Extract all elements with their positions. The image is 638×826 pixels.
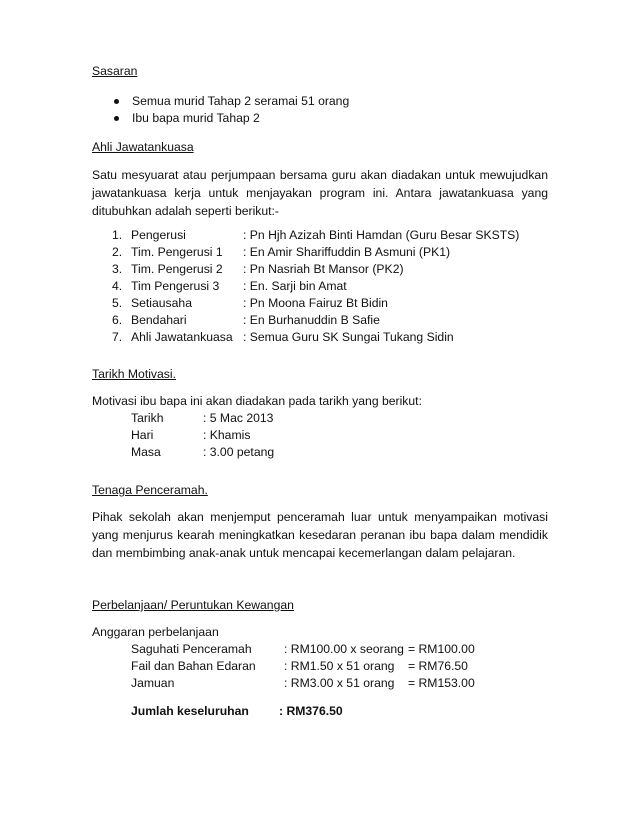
budget-item: Saguhati Penceramah — [131, 642, 252, 656]
committee-name: : Pn Moona Fairuz Bt Bidin — [243, 296, 388, 310]
masa-label: Masa — [131, 445, 161, 459]
hari-value: : Khamis — [203, 428, 251, 442]
committee-role: Tim. Pengerusi 1 — [131, 245, 223, 259]
tarikh-heading: Tarikh Motivasi. — [92, 367, 176, 381]
committee-name: : Semua Guru SK Sungai Tukang Sidin — [243, 330, 454, 344]
budget-calc: : RM1.50 x 51 orang — [284, 659, 395, 673]
jumlah-label: Jumlah keseluruhan — [131, 704, 249, 718]
budget-calc: : RM3.00 x 51 orang — [284, 676, 395, 690]
committee-num: 2. — [112, 245, 123, 259]
committee-name: : En Burhanuddin B Safie — [243, 313, 380, 327]
anggaran-intro: Anggaran perbelanjaan — [92, 625, 219, 639]
bullet-icon — [114, 99, 119, 104]
committee-role: Setiausaha — [131, 296, 192, 310]
committee-name: : Pn Hjh Azizah Binti Hamdan (Guru Besar SKSTS) — [243, 228, 520, 242]
budget-total: = RM100.00 — [408, 642, 475, 656]
tarikh-label: Tarikh — [131, 411, 164, 425]
committee-num: 6. — [112, 313, 123, 327]
committee-num: 7. — [112, 330, 123, 344]
committee-name: : En. Sarji bin Amat — [243, 279, 347, 293]
sasaran-heading: Sasaran — [92, 64, 138, 78]
budget-item: Fail dan Bahan Edaran — [131, 659, 256, 673]
committee-role: Bendahari — [131, 313, 187, 327]
jumlah-value: : RM376.50 — [279, 704, 343, 718]
committee-role: Tim. Pengerusi 2 — [131, 262, 223, 276]
masa-value: : 3.00 petang — [203, 445, 275, 459]
committee-role: Tim Pengerusi 3 — [131, 279, 220, 293]
hari-label: Hari — [131, 428, 154, 442]
tenaga-paragraph: Pihak sekolah akan menjemput penceramah luar untuk menyampaikan motivasi yang menjurus kearah meningkatkan kesedaran peranan ibu bapa dalam mendidik dan membimbing anak-anak untuk mencapai kecemerlangan dalam pelajaran. — [92, 510, 548, 560]
committee-role: Ahli Jawatankuasa — [131, 330, 233, 344]
perbelanjaan-heading: Perbelanjaan/ Peruntukan Kewangan — [92, 598, 294, 612]
committee-num: 4. — [112, 279, 123, 293]
tarikh-value: : 5 Mac 2013 — [203, 411, 274, 425]
committee-role: Pengerusi — [131, 228, 186, 242]
budget-item: Jamuan — [131, 676, 175, 690]
committee-name: : Pn Nasriah Bt Mansor (PK2) — [243, 262, 404, 276]
ahli-paragraph: Satu mesyuarat atau perjumpaan bersama guru akan diadakan untuk mewujudkan jawatankuasa kerja untuk menjayakan program ini. Antara jawatankuasa yang ditubuhkan adalah seperti berikut:- — [92, 168, 548, 218]
sasaran-item-1: Semua murid Tahap 2 seramai 51 orang — [132, 94, 350, 108]
budget-calc: : RM100.00 x seorang — [284, 642, 404, 656]
tenaga-heading: Tenaga Penceramah. — [92, 483, 208, 497]
budget-total: = RM76.50 — [408, 659, 468, 673]
committee-num: 5. — [112, 296, 123, 310]
ahli-heading: Ahli Jawatankuasa — [92, 140, 194, 154]
sasaran-item-2: Ibu bapa murid Tahap 2 — [132, 111, 260, 125]
committee-num: 3. — [112, 262, 123, 276]
tarikh-intro: Motivasi ibu bapa ini akan diadakan pada tarikh yang berikut: — [92, 394, 422, 408]
budget-total: = RM153.00 — [408, 676, 475, 690]
committee-name: : En Amir Shariffuddin B Asmuni (PK1) — [243, 245, 451, 259]
bullet-icon — [114, 116, 119, 121]
committee-num: 1. — [112, 228, 123, 242]
